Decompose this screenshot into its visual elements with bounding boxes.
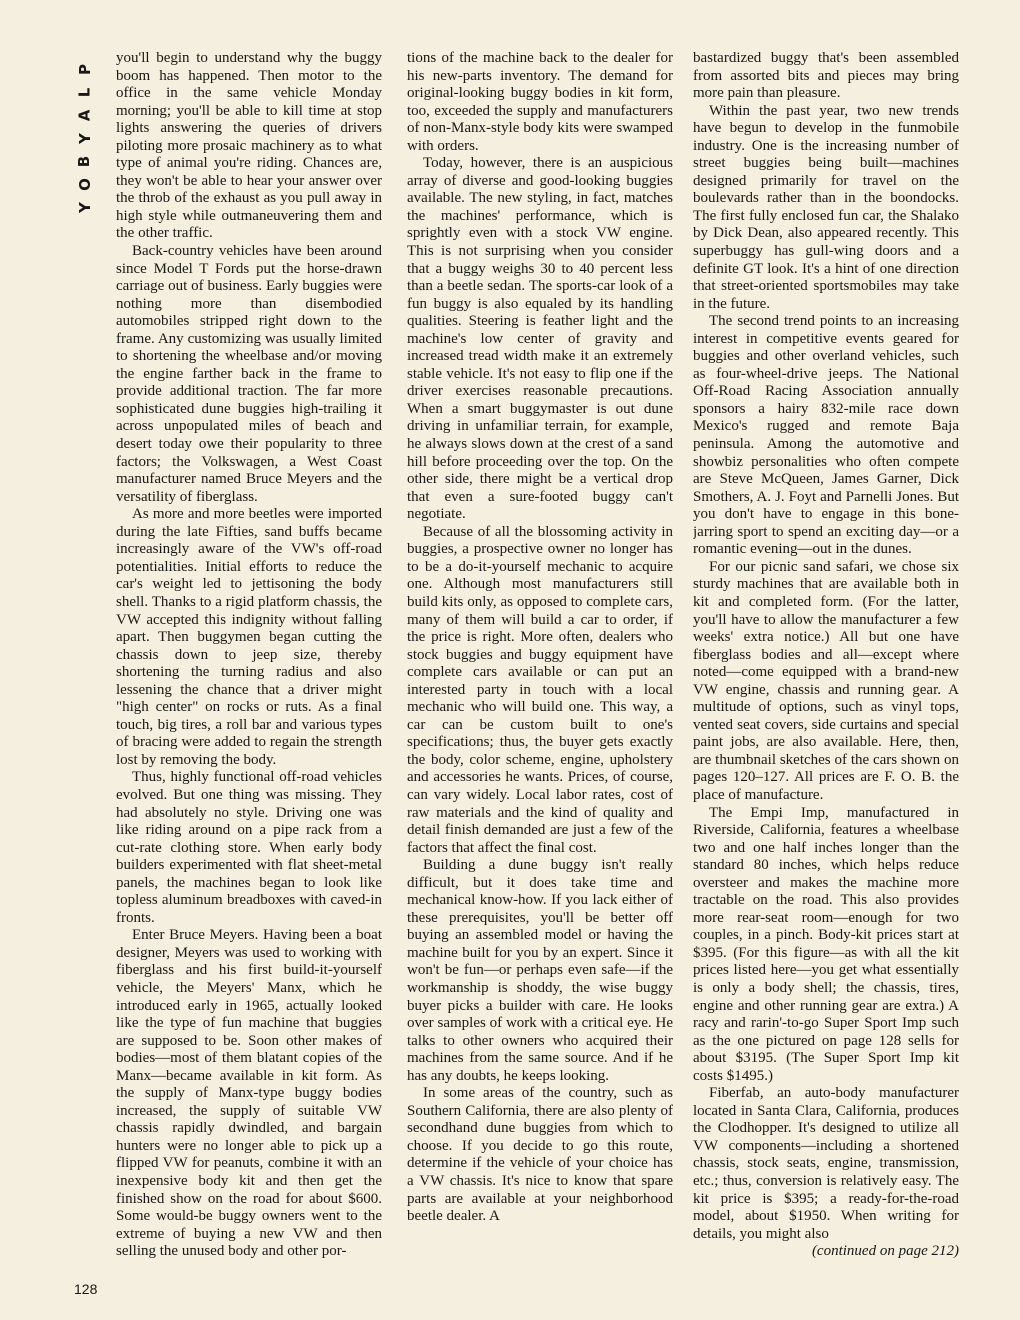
logo-letter: L <box>75 87 94 98</box>
paragraph: tions of the machine back to the dealer for his new-parts inventory. The demand for original-looking buggy bodies in kit form, too, exceeded the supply and manufacturers of non-Manx-style body kits were swamped with orders. <box>407 50 673 154</box>
text-column-2 <box>407 50 673 1300</box>
logo-letter: O <box>75 178 94 191</box>
paragraph: Because of all the blossoming activity in buggies, a prospective owner no longer has to be a do-it-yourself mechanic to acquire one. Although most manufacturers still build kits only, as opposed to complete cars, many of them will build a car to order, if the price is right. More often, dealers who stock buggies and buggy equipment have complete cars available or can put an interested party in touch with a local mechanic who will build one. This way, a car can be custom built to one's specifications; thus, the buyer gets exactly the body, color scheme, engine, upholstery and accessories he wants. Prices, of course, can vary widely. Local labor rates, cost of raw materials and the kind of quality and detail finish demanded are just a few of the factors that affect the final cost. <box>407 523 673 856</box>
paragraph: Enter Bruce Meyers. Having been a boat designer, Meyers was used to working with fiberglass and his first build-it-yourself vehicle, the Meyers' Manx, which he introduced early in 1965, actually looked like the type of fun machine that buggies are supposed to be. Soon other makes of bodies—most of them blatant copies of the Manx—became available in kit form. As the supply of Manx-type buggy bodies increased, the supply of suitable VW chassis rapidly dwindled, and bargain hunters were no longer able to pick up a flipped VW for peanuts, combine it with an inexpensive body kit and then get the finished show on the road for about $600. Some would-be buggy owners went to the extreme of buying a new VW and then selling the unused body and other por- <box>116 927 382 1260</box>
page-number: 128 <box>74 1281 98 1297</box>
paragraph: In some areas of the country, such as Southern California, there are also plenty of secondhand dune buggies from which to choose. If you decide to go this route, determine if the vehicle of your choice has a VW chassis. It's nice to know that spare parts are available at your neighborhood beetle dealer. A <box>407 1085 673 1225</box>
paragraph: you'll begin to understand why the buggy boom has happened. Then motor to the office in the same vehicle Monday morning; you'll be able to kill time at stop lights answering the queries of drivers piloting more prosaic machinery as to what type of animal you're riding. Chances are, they won't be able to hear your answer over the throb of the exhaust as you pull away in high style while outmaneuvering them and the other traffic. <box>116 50 382 242</box>
continued-note: (continued on page 212) <box>811 1243 959 1260</box>
logo-letter: P <box>75 64 94 75</box>
paragraph: bastardized buggy that's been assembled from assorted bits and pieces may bring more pain than pleasure. <box>693 50 959 102</box>
paragraph: Today, however, there is an auspicious array of diverse and good-looking buggies available. The new styling, in fact, matches the machines' performance, which is sprightly even with a stock VW engine. This is not surprising when you consider that a buggy weighs 30 to 40 percent less than a beetle sedan. The sports-car look of a fun buggy is also equaled by its handling qualities. Steering is feather light and the machine's low center of gravity and increased tread width make it an extremely stable vehicle. It's not easy to flip one if the driver exercises reasonable precautions. When a smart buggymaster is out dune driving in unfamiliar terrain, for example, he always slows down at the crest of a sand hill before proceeding over the top. On the other side, there might be a vertical drop that even a sure-footed buggy can't negotiate. <box>407 155 673 523</box>
paragraph: As more and more beetles were imported during the late Fifties, sand buffs became increasingly aware of the VW's off-road potentialities. Initial efforts to reduce the car's weight led to jettisoning the body shell. Thanks to a rigid platform chassis, the VW accepted this indignity without falling apart. Then buggymen began cutting the chassis down to jeep size, thereby shortening the turning radius and also lessening the chance that a driver might "high center" on rocks or ruts. As a final touch, big tires, a roll bar and various types of bracing were added to regain the strength lost by removing the body. <box>116 506 382 768</box>
paragraph: Fiberfab, an auto-body manufacturer located in Santa Clara, California, produces the Clodhopper. It's designed to utilize all VW components—including a shortened chassis, stock seats, engine, transmission, etc.; thus, conversion is relatively easy. The kit price is $395; a ready-for-the-road model, about $1950. When writing for details, you might also <box>693 1085 959 1242</box>
logo-letter: Y <box>75 202 94 213</box>
paragraph: Building a dune buggy isn't really difficult, but it does take time and mechanical know-how. If you lack either of these prerequisites, you'll be better off buying an assembled model or having the machine built for you by an expert. Since it won't be fun—or perhaps even safe—if the workmanship is shoddy, the wise buggy buyer picks a builder with care. He looks over samples of work with a critical eye. He talks to other owners who acquired their machines from the same source. And if he has any doubts, he keeps looking. <box>407 857 673 1084</box>
text-column-3 <box>693 50 959 1300</box>
paragraph: Within the past year, two new trends have begun to develop in the funmobile industry. One is the increasing number of street buggies being built—machines designed primarily for travel on the boulevards rather than in the boondocks. The first fully enclosed fun car, the Shalako by Dick Dean, also appeared recently. This superbuggy has gull-wing doors and a definite GT look. It's a hint of one direction that street-oriented sportsmobiles may take in the future. <box>693 102 959 312</box>
magazine-logo <box>74 58 96 219</box>
text-column-1 <box>116 50 382 1300</box>
paragraph: Thus, highly functional off-road vehicles evolved. But one thing was missing. They had absolutely no style. Driving one was like riding around on a pipe rack from a cut-rate clothing store. When early body builders experimented with flat sheet-metal panels, the machines began to look like topless aluminum breadboxes with caved-in fronts. <box>116 769 382 926</box>
logo-letter: Y <box>75 133 94 144</box>
paragraph: For our picnic sand safari, we chose six sturdy machines that are available both in kit and completed form. (For the latter, you'll have to allow the manufacturer a few weeks' extra notice.) All but one have fiberglass bodies and all—except where noted—come equipped with a brand-new VW engine, chassis and running gear. A multitude of options, such as vinyl tops, vented seat covers, side curtains and special paint jobs, are also available. Here, then, are thumbnail sketches of the cars shown on pages 120–127. All prices are F. O. B. the place of manufacture. <box>693 558 959 803</box>
paragraph: The Empi Imp, manufactured in Riverside, California, features a wheelbase two and one half inches longer than the standard 80 inches, which helps reduce oversteer and makes the machine more tractable on the road. This also provides more rear-seat room—enough for two couples, in a pinch. Body-kit prices start at $395. (For this figure—as with all the kit prices listed here—you get what essentially is only a body shell; the chassis, tires, engine and other running gear are extra.) A racy and rarin'-to-go Super Sport Imp such as the one pictured on page 128 sells for about $3195. (The Super Sport Imp kit costs $1495.) <box>693 804 959 1084</box>
logo-letter: A <box>75 109 94 122</box>
logo-letter: B <box>75 155 94 168</box>
paragraph: The second trend points to an increasing interest in competitive events geared for buggies and other overland vehicles, such as four-wheel-drive jeeps. The National Off-Road Racing Association annually sponsors a hairy 832-mile race down Mexico's rugged and remote Baja peninsula. Among the automotive and showbiz personalities who often compete are Steve McQueen, James Garner, Dick Smothers, A. J. Foyt and Parnelli Jones. But you don't have to engage in this bone-jarring sport to spend an exciting day—or a romantic evening—out in the dunes. <box>693 313 959 558</box>
paragraph: Back-country vehicles have been around since Model T Fords put the horse-drawn carriage out of business. Early buggies were nothing more than disembodied automobiles stripped right down to the frame. Any customizing was usually limited to shortening the wheelbase and/or moving the engine farther back in the frame to provide additional traction. The far more sophisticated dune buggies high-trailing it across unpopulated miles of beach and desert today owe their popularity to three factors; the Volkswagen, a West Coast manufacturer named Bruce Meyers and the versatility of fiberglass. <box>116 243 382 505</box>
